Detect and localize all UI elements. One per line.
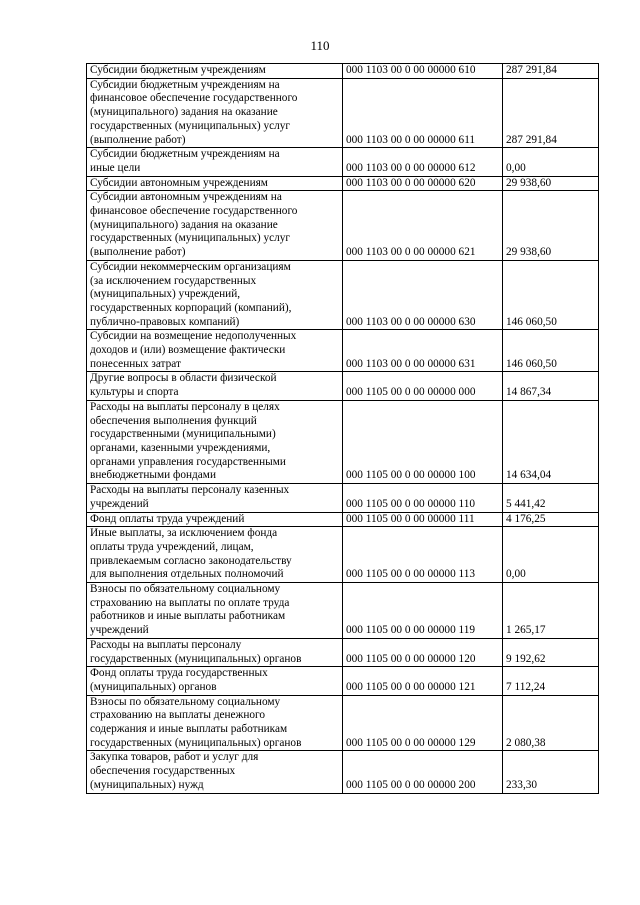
table-row xyxy=(87,64,599,79)
table-row xyxy=(87,527,599,583)
expense-name-cell xyxy=(87,260,343,330)
expense-name-line: Субсидии на возмещение недополученных xyxy=(90,330,297,343)
budget-code-cell: 000 1105 00 0 00 00000 113 xyxy=(343,527,503,583)
budget-code-cell: 000 1105 00 0 00 00000 120 xyxy=(343,638,503,666)
expense-name-line: Расходы на выплаты персоналу казенных xyxy=(90,484,290,497)
expense-name-cell xyxy=(87,372,343,400)
amount-cell: 0,00 xyxy=(503,148,599,176)
budget-code-cell: 000 1103 00 0 00 00000 610 xyxy=(343,64,503,79)
expense-name-line: внебюджетными фондами xyxy=(90,469,216,482)
expense-name-cell xyxy=(87,64,343,79)
expense-name-line: (муниципальных) учреждений, xyxy=(90,288,241,301)
amount-cell: 7 112,24 xyxy=(503,667,599,695)
expense-name-line: страхованию на выплаты денежного xyxy=(90,709,266,722)
expense-name-line: Субсидии некоммерческим организациям xyxy=(90,260,291,273)
budget-code-cell: 000 1105 00 0 00 00000 200 xyxy=(343,751,503,793)
expense-name-line: Взносы по обязательному социальному xyxy=(90,583,281,596)
expense-name-line: понесенных затрат xyxy=(90,357,181,370)
budget-code-cell: 000 1103 00 0 00 00000 630 xyxy=(343,260,503,330)
amount-cell: 4 176,25 xyxy=(503,512,599,527)
expense-name-line: содержания и иные выплаты работникам xyxy=(90,723,288,736)
expense-name-line: органами, казенными учреждениями, xyxy=(90,441,271,454)
expense-name-line: государственных (муниципальных) органов xyxy=(90,736,302,749)
expense-name-cell xyxy=(87,512,343,527)
expense-name-cell xyxy=(87,78,343,148)
amount-cell: 29 938,60 xyxy=(503,176,599,191)
expense-name-cell xyxy=(87,695,343,751)
budget-table xyxy=(86,63,599,794)
amount-cell: 2 080,38 xyxy=(503,695,599,751)
amount-cell: 29 938,60 xyxy=(503,191,599,261)
expense-name-cell xyxy=(87,638,343,666)
expense-name-line: работников и иные выплаты работникам xyxy=(90,610,286,623)
budget-code-cell: 000 1103 00 0 00 00000 631 xyxy=(343,330,503,372)
expense-name-line: государственных (муниципальных) услуг xyxy=(90,119,291,132)
budget-code-cell: 000 1105 00 0 00 00000 111 xyxy=(343,512,503,527)
expense-name-line: Субсидии автономным учреждениям на xyxy=(90,191,282,204)
amount-cell: 1 265,17 xyxy=(503,583,599,639)
expense-name-line: Субсидии автономным учреждениям xyxy=(90,176,268,189)
table-row xyxy=(87,667,599,695)
page-number: 110 xyxy=(310,38,330,53)
table-row xyxy=(87,260,599,330)
expense-name-line: иные цели xyxy=(90,161,141,174)
expense-name-line: привлекаемым согласно законодательству xyxy=(90,554,292,567)
budget-code-cell: 000 1105 00 0 00 00000 129 xyxy=(343,695,503,751)
amount-cell: 9 192,62 xyxy=(503,638,599,666)
expense-name-line: Расходы на выплаты персоналу xyxy=(90,638,242,651)
table-row xyxy=(87,638,599,666)
amount-cell: 0,00 xyxy=(503,527,599,583)
budget-code-cell: 000 1103 00 0 00 00000 620 xyxy=(343,176,503,191)
expense-name-line: государственных (муниципальных) органов xyxy=(90,652,302,665)
expense-name-line: Субсидии бюджетным учреждениям на xyxy=(90,78,280,91)
expense-name-line: финансовое обеспечение государственного xyxy=(90,205,298,218)
expense-name-line: страхованию на выплаты по оплате труда xyxy=(90,596,290,609)
budget-code-cell: 000 1105 00 0 00 00000 119 xyxy=(343,583,503,639)
expense-name-cell xyxy=(87,191,343,261)
budget-table-body xyxy=(87,64,599,794)
table-row xyxy=(87,583,599,639)
expense-name-cell xyxy=(87,583,343,639)
expense-name-line: (муниципального) задания на оказание xyxy=(90,106,278,119)
expense-name-line: обеспечения государственных xyxy=(90,765,236,778)
amount-cell: 287 291,84 xyxy=(503,64,599,79)
expense-name-line: Закупка товаров, работ и услуг для xyxy=(90,751,259,764)
expense-name-line: для выполнения отдельных полномочий xyxy=(90,568,284,581)
expense-name-line: государственных (муниципальных) услуг xyxy=(90,232,291,245)
expense-name-line: обеспечения выполнения функций xyxy=(90,414,257,427)
expense-name-cell xyxy=(87,751,343,793)
amount-cell: 287 291,84 xyxy=(503,78,599,148)
expense-name-line: государственными (муниципальными) xyxy=(90,428,276,441)
expense-name-line: (выполнение работ) xyxy=(90,133,186,146)
expense-name-cell xyxy=(87,484,343,512)
amount-cell: 146 060,50 xyxy=(503,260,599,330)
expense-name-cell xyxy=(87,400,343,483)
budget-code-cell: 000 1103 00 0 00 00000 612 xyxy=(343,148,503,176)
expense-name-line: публично-правовых компаний) xyxy=(90,315,240,328)
table-row xyxy=(87,695,599,751)
expense-name-line: (выполнение работ) xyxy=(90,246,186,259)
expense-name-line: культуры и спорта xyxy=(90,386,179,399)
expense-name-line: Другие вопросы в области физической xyxy=(90,372,277,385)
expense-name-cell xyxy=(87,527,343,583)
budget-code-cell: 000 1105 00 0 00 00000 110 xyxy=(343,484,503,512)
table-row xyxy=(87,484,599,512)
expense-name-line: (муниципальных) органов xyxy=(90,680,217,693)
expense-name-line: Расходы на выплаты персоналу в целях xyxy=(90,400,280,413)
expense-name-cell xyxy=(87,148,343,176)
expense-name-line: (муниципальных) нужд xyxy=(90,778,204,791)
expense-name-line: (муниципального) задания на оказание xyxy=(90,218,278,231)
table-row xyxy=(87,330,599,372)
expense-name-cell xyxy=(87,176,343,191)
expense-name-cell xyxy=(87,667,343,695)
expense-name-cell xyxy=(87,330,343,372)
expense-name-line: государственных корпораций (компаний), xyxy=(90,301,292,314)
budget-code-cell: 000 1105 00 0 00 00000 121 xyxy=(343,667,503,695)
table-row xyxy=(87,78,599,148)
amount-cell: 14 634,04 xyxy=(503,400,599,483)
table-row xyxy=(87,400,599,483)
budget-code-cell: 000 1105 00 0 00 00000 100 xyxy=(343,400,503,483)
expense-name-line: оплаты труда учреждений, лицам, xyxy=(90,540,254,553)
table-row xyxy=(87,191,599,261)
amount-cell: 146 060,50 xyxy=(503,330,599,372)
expense-name-line: Фонд оплаты труда учреждений xyxy=(90,512,245,525)
expense-name-line: Иные выплаты, за исключением фонда xyxy=(90,527,278,540)
expense-name-line: Взносы по обязательному социальному xyxy=(90,695,281,708)
table-row xyxy=(87,512,599,527)
expense-name-line: Фонд оплаты труда государственных xyxy=(90,667,268,680)
expense-name-line: органами управления государственными xyxy=(90,455,286,468)
amount-cell: 14 867,34 xyxy=(503,372,599,400)
budget-code-cell: 000 1103 00 0 00 00000 611 xyxy=(343,78,503,148)
budget-code-cell: 000 1103 00 0 00 00000 621 xyxy=(343,191,503,261)
expense-name-line: доходов и (или) возмещение фактически xyxy=(90,344,286,357)
amount-cell: 233,30 xyxy=(503,751,599,793)
table-row xyxy=(87,148,599,176)
amount-cell: 5 441,42 xyxy=(503,484,599,512)
expense-name-line: Субсидии бюджетным учреждениям на xyxy=(90,148,280,161)
expense-name-line: финансовое обеспечение государственного xyxy=(90,92,298,105)
budget-code-cell: 000 1105 00 0 00 00000 000 xyxy=(343,372,503,400)
expense-name-line: учреждений xyxy=(90,497,149,510)
expense-name-line: Субсидии бюджетным учреждениям xyxy=(90,64,266,76)
expense-name-line: (за исключением государственных xyxy=(90,274,257,287)
table-row xyxy=(87,372,599,400)
table-row xyxy=(87,176,599,191)
table-row xyxy=(87,751,599,793)
expense-name-line: учреждений xyxy=(90,624,149,637)
